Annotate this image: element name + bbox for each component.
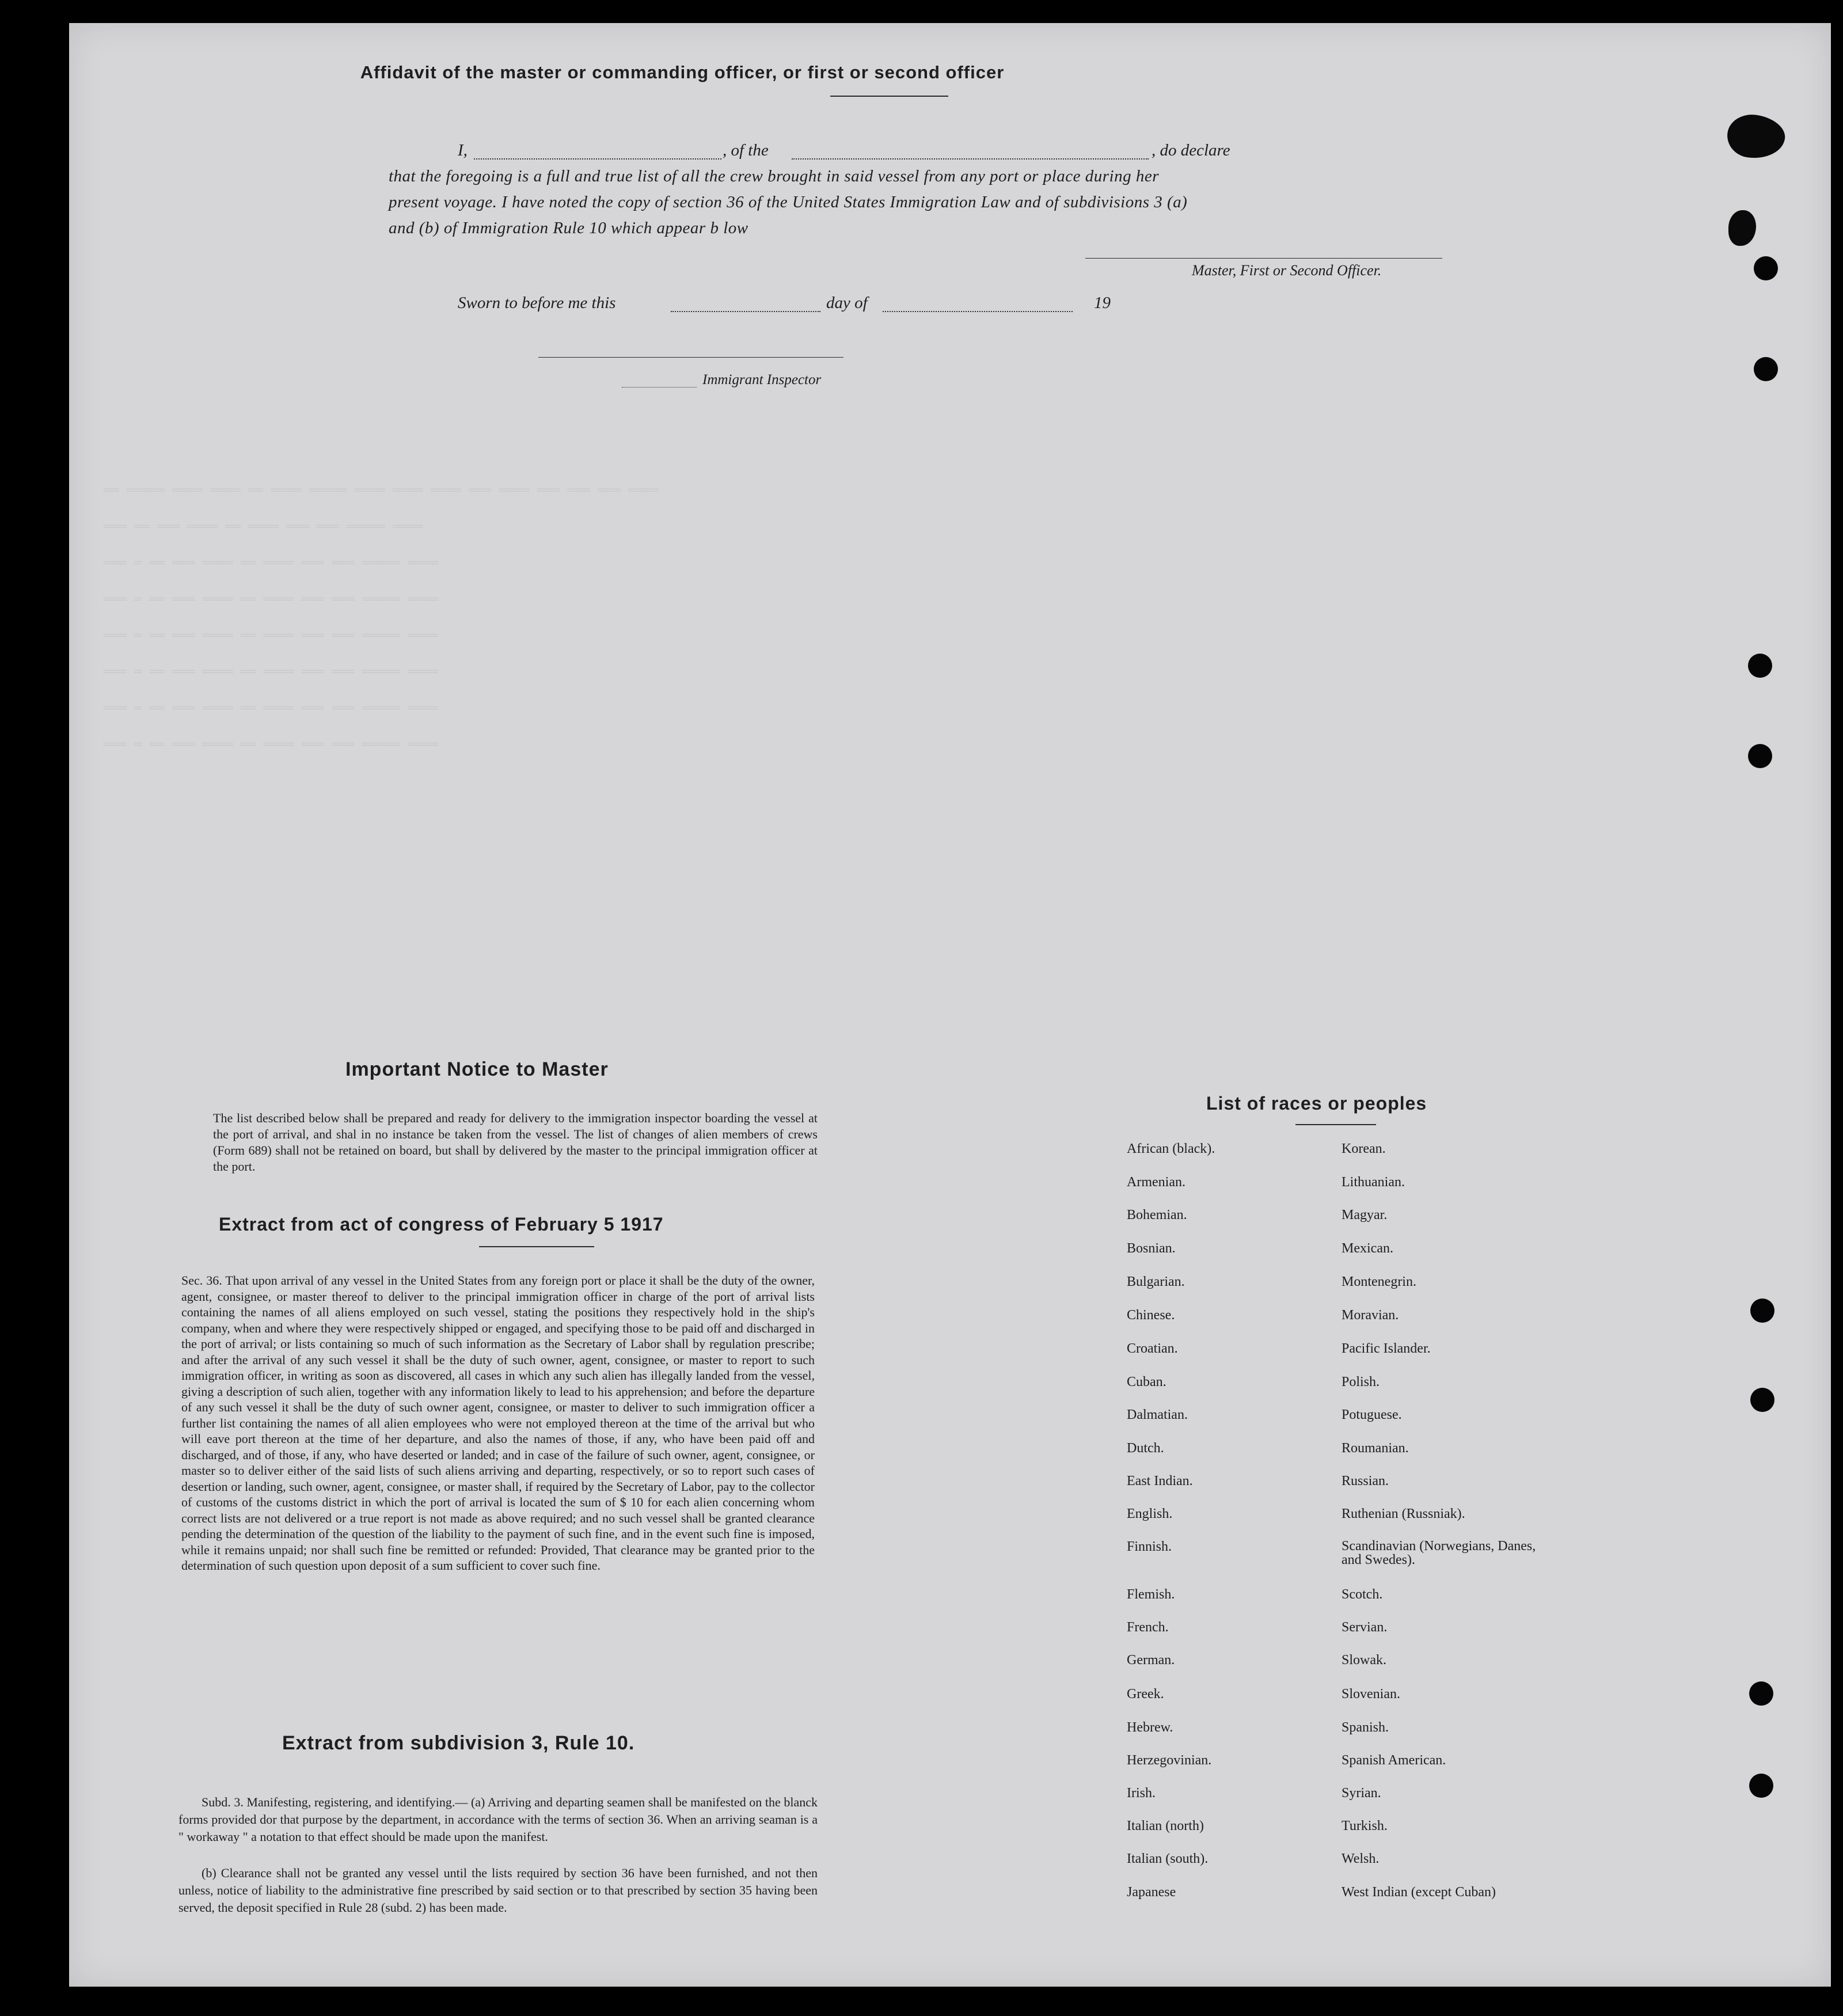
race-left-item: French. <box>1127 1620 1169 1635</box>
punch-hole <box>1750 1299 1774 1323</box>
race-left-item: Dutch. <box>1127 1441 1164 1456</box>
race-left-item: Bulgarian. <box>1127 1274 1185 1289</box>
race-right-item: Potuguese. <box>1342 1407 1402 1422</box>
punch-hole <box>1754 256 1778 280</box>
race-left-item: Dalmatian. <box>1127 1407 1188 1422</box>
ink-blot <box>1724 111 1787 162</box>
punch-hole <box>1748 744 1772 768</box>
affidavit-title-underline <box>830 96 948 97</box>
race-right-item: Slowak. <box>1342 1653 1386 1668</box>
affidavit-of-the: , of the <box>723 141 769 160</box>
race-left-item: Bosnian. <box>1127 1241 1176 1256</box>
extract-act-underline <box>479 1246 594 1247</box>
sworn-day-blank[interactable] <box>671 311 820 312</box>
master-signature-label: Master, First or Second Officer. <box>1192 262 1382 279</box>
race-left-item: Finnish. <box>1127 1539 1172 1554</box>
affidavit-line-1 <box>389 141 1557 164</box>
sworn-month-blank[interactable] <box>883 311 1073 312</box>
race-left-item: African (black). <box>1127 1141 1215 1156</box>
race-right-item: Roumanian. <box>1342 1441 1409 1456</box>
affidavit-line-4: and (b) of Immigration Rule 10 which appear b low <box>389 219 748 237</box>
race-left-item: Italian (north) <box>1127 1818 1204 1833</box>
sworn-prefix: Sworn to before me this <box>458 294 616 312</box>
inspector-label: Immigrant Inspector <box>702 372 822 388</box>
race-left-item: Japanese <box>1127 1885 1176 1900</box>
notice-title: Important Notice to Master <box>345 1058 609 1080</box>
race-left-item: Cuban. <box>1127 1375 1166 1389</box>
race-right-item: Servian. <box>1342 1620 1388 1635</box>
race-right-item: Montenegrin. <box>1342 1274 1416 1289</box>
extract-rule-title: Extract from subdivision 3, Rule 10. <box>282 1732 635 1754</box>
race-left-item: Hebrew. <box>1127 1720 1173 1735</box>
race-left-item: Chinese. <box>1127 1308 1175 1323</box>
race-right-item: Polish. <box>1342 1375 1380 1389</box>
race-left-item: Herzegovinian. <box>1127 1753 1212 1768</box>
race-left-item: Flemish. <box>1127 1587 1175 1602</box>
punch-hole <box>1750 1388 1774 1412</box>
affidavit-title: Affidavit of the master or commanding officer, or first or second officer <box>360 62 1005 82</box>
races-title-underline <box>1295 1124 1376 1125</box>
races-title: List of races or peoples <box>1206 1093 1427 1114</box>
race-right-item: Spanish. <box>1342 1720 1389 1735</box>
affidavit-do-declare: , do declare <box>1152 141 1230 160</box>
race-right-item: Moravian. <box>1342 1308 1399 1323</box>
affidavit-i: I, <box>458 141 468 160</box>
race-right-item: Scandinavian (Norwegians, Danes, and Swedes). <box>1342 1539 1536 1567</box>
sworn-line <box>389 294 1195 317</box>
race-left-item: Italian (south). <box>1127 1851 1209 1866</box>
punch-hole <box>1749 1774 1773 1798</box>
inspector-signature-line[interactable] <box>538 357 843 358</box>
race-right-item: Korean. <box>1342 1141 1386 1156</box>
race-left-item: Greek. <box>1127 1687 1164 1702</box>
race-right-item: Scotch. <box>1342 1587 1383 1602</box>
race-left-item: German. <box>1127 1653 1175 1668</box>
extract-rule-para-b: (b) Clearance shall not be granted any vessel until the lists required by section 36 have been furnished, and not then unless, notice of liability to the administrative fine prescribed by said section or to that prescribed by section 35 having been served, the deposit specified in Rule 28 (subd. 2) has been made. <box>178 1866 818 1915</box>
master-signature-line[interactable] <box>1085 258 1442 259</box>
race-left-item: Armenian. <box>1127 1175 1185 1190</box>
punch-hole <box>1754 357 1778 381</box>
race-right-item: Turkish. <box>1342 1818 1388 1833</box>
race-left-item: Croatian. <box>1127 1341 1178 1356</box>
sworn-day-of: day of <box>826 294 868 312</box>
race-right-item: Ruthenian (Russniak). <box>1342 1506 1465 1521</box>
ink-blot <box>1728 210 1756 246</box>
extract-act-title: Extract from act of congress of February 5 1917 <box>219 1214 664 1235</box>
race-right-item: Pacific Islander. <box>1342 1341 1431 1356</box>
punch-hole <box>1748 654 1772 678</box>
document-page <box>69 23 1831 1987</box>
affidavit-line-3: present voyage. I have noted the copy of section 36 of the United States Immigration Law and of subdivisions 3 (a) <box>389 193 1188 211</box>
race-right-item: Magyar. <box>1342 1208 1388 1222</box>
race-right-item: West Indian (except Cuban) <box>1342 1885 1496 1900</box>
race-right-item: Spanish American. <box>1342 1753 1446 1768</box>
race-right-item: Lithuanian. <box>1342 1175 1405 1190</box>
punch-hole <box>1749 1681 1773 1706</box>
race-right-item: Welsh. <box>1342 1851 1380 1866</box>
extract-rule-para-a: Subd. 3. Manifesting, registering, and identifying.— (a) Arriving and departing seamen shall be manifested on the blanck forms provided dor that purpose by the department, in accordance with the terms of section 36. When an arriving seaman is a " workaway " a notation to that effect should be made upon the manifest. <box>178 1795 818 1844</box>
race-right-item: Slovenian. <box>1342 1687 1400 1702</box>
inspector-label-lead <box>622 387 697 388</box>
affidavit-vessel-blank[interactable] <box>792 158 1149 160</box>
bleed-through-text: ══ ═════ ════ ════ ══ ════ ═════ ════ ════ ════ ═══ ════ ═══ ═══ ═══ ════ ═══ ══ ═══ ════ ══ ════ ═══ ═══ ═════ ════ ═══ ═ ══ ═══ ════ ══ ════ ═══ ═══ ═════ ════ ═══ ═ ══ ═══ ════ ══ ════ ═══ ═══ ═════ ════ ═══ ═ ══ ═══ ════ ══ ════ ═══ ═══ ═════ ════ ═══ ═ ══ ═══ ════ ══ ════ ═══ ═══ ═════ ════ ═══ ═ ══ ═══ ════ ══ ════ ═══ ═══ ═════ ════ ═══ ═ ══ ═══ ════ ══ ════ ═══ ═══ ═════ ════ <box>104 484 659 752</box>
race-right-item: Syrian. <box>1342 1786 1381 1801</box>
affidavit-name-blank[interactable] <box>474 158 721 160</box>
race-right-item: Mexican. <box>1342 1241 1393 1256</box>
race-left-item: English. <box>1127 1506 1173 1521</box>
race-left-item: Bohemian. <box>1127 1208 1187 1222</box>
notice-body: The list described below shall be prepared and ready for delivery to the immigration inspector boarding the vessel at the port of arrival, and shal in no instance be taken from the vessel. The list of changes of alien members of crews (Form 689) shall not be retained on board, but shall by delivered by the master to the principal immigration officer at the port. <box>213 1111 818 1174</box>
race-right-item: Russian. <box>1342 1474 1389 1489</box>
affidavit-line-2: that the foregoing is a full and true list of all the crew brought in said vessel from any port or place during her <box>389 167 1159 185</box>
race-left-item: Irish. <box>1127 1786 1156 1801</box>
race-left-item: East Indian. <box>1127 1474 1193 1489</box>
sworn-year: 19 <box>1094 294 1111 312</box>
extract-act-body: Sec. 36. That upon arrival of any vessel in the United States from any foreign port or place it shall be the duty of the owner, agent, consignee, or master thereof to deliver to the principal immigration officer in charge of the port of arrival lists containing the names of all aliens employed on such vessel, stating the positions they respectively hold in the ship's company, when and where they were respectively shipped or engaged, and specifying those to be paid off and discharged in the port of arrival; or lists containing so much of such information as the Secretary of Labor shall by regulation prescribe; and after the arrival of any such vessel it shall be the duty of such owner, agent, consignee, or master to report to such immigration officer, in writing as soon as discovered, all cases in which any such alien has illegally landed from the vessel, giving a description of such alien, together with any information likely to lead to his apprehension; and before the departure of any such vessel it shall be the duty of such owner agent, consignee, or master to deliver to such immigration officer a further list containing the names of all alien employees who were not employed thereon at the time of the arrival but who will eave port thereon at the time of her departure, and also the names of those, if any, who have been paid off and discharged, and of those, if any, who have deserted or landed; and in case of the failure of such owner, agent, consignee, or master so to deliver either of the said lists of such aliens arriving and departing, respectively, or so to report such cases of desertion or landing, such owner, agent, consignee, or master shall, if required by the Secretary of Labor, pay to the collector of customs of the customs district in which the port of arrival is located the sum of $ 10 for each alien concerning whom correct lists are not delivered or a true report is not made as above required; and no such vessel shall be granted clearance pending the determination of the question of the liability to the payment of such fine, and in the event such fine is imposed, while it remains unpaid; nor shall such fine be remitted or refunded: Provided, That clearance may be granted prior to the determination of such question upon deposit of a sum sufficient to cover such fine. <box>181 1273 815 1573</box>
